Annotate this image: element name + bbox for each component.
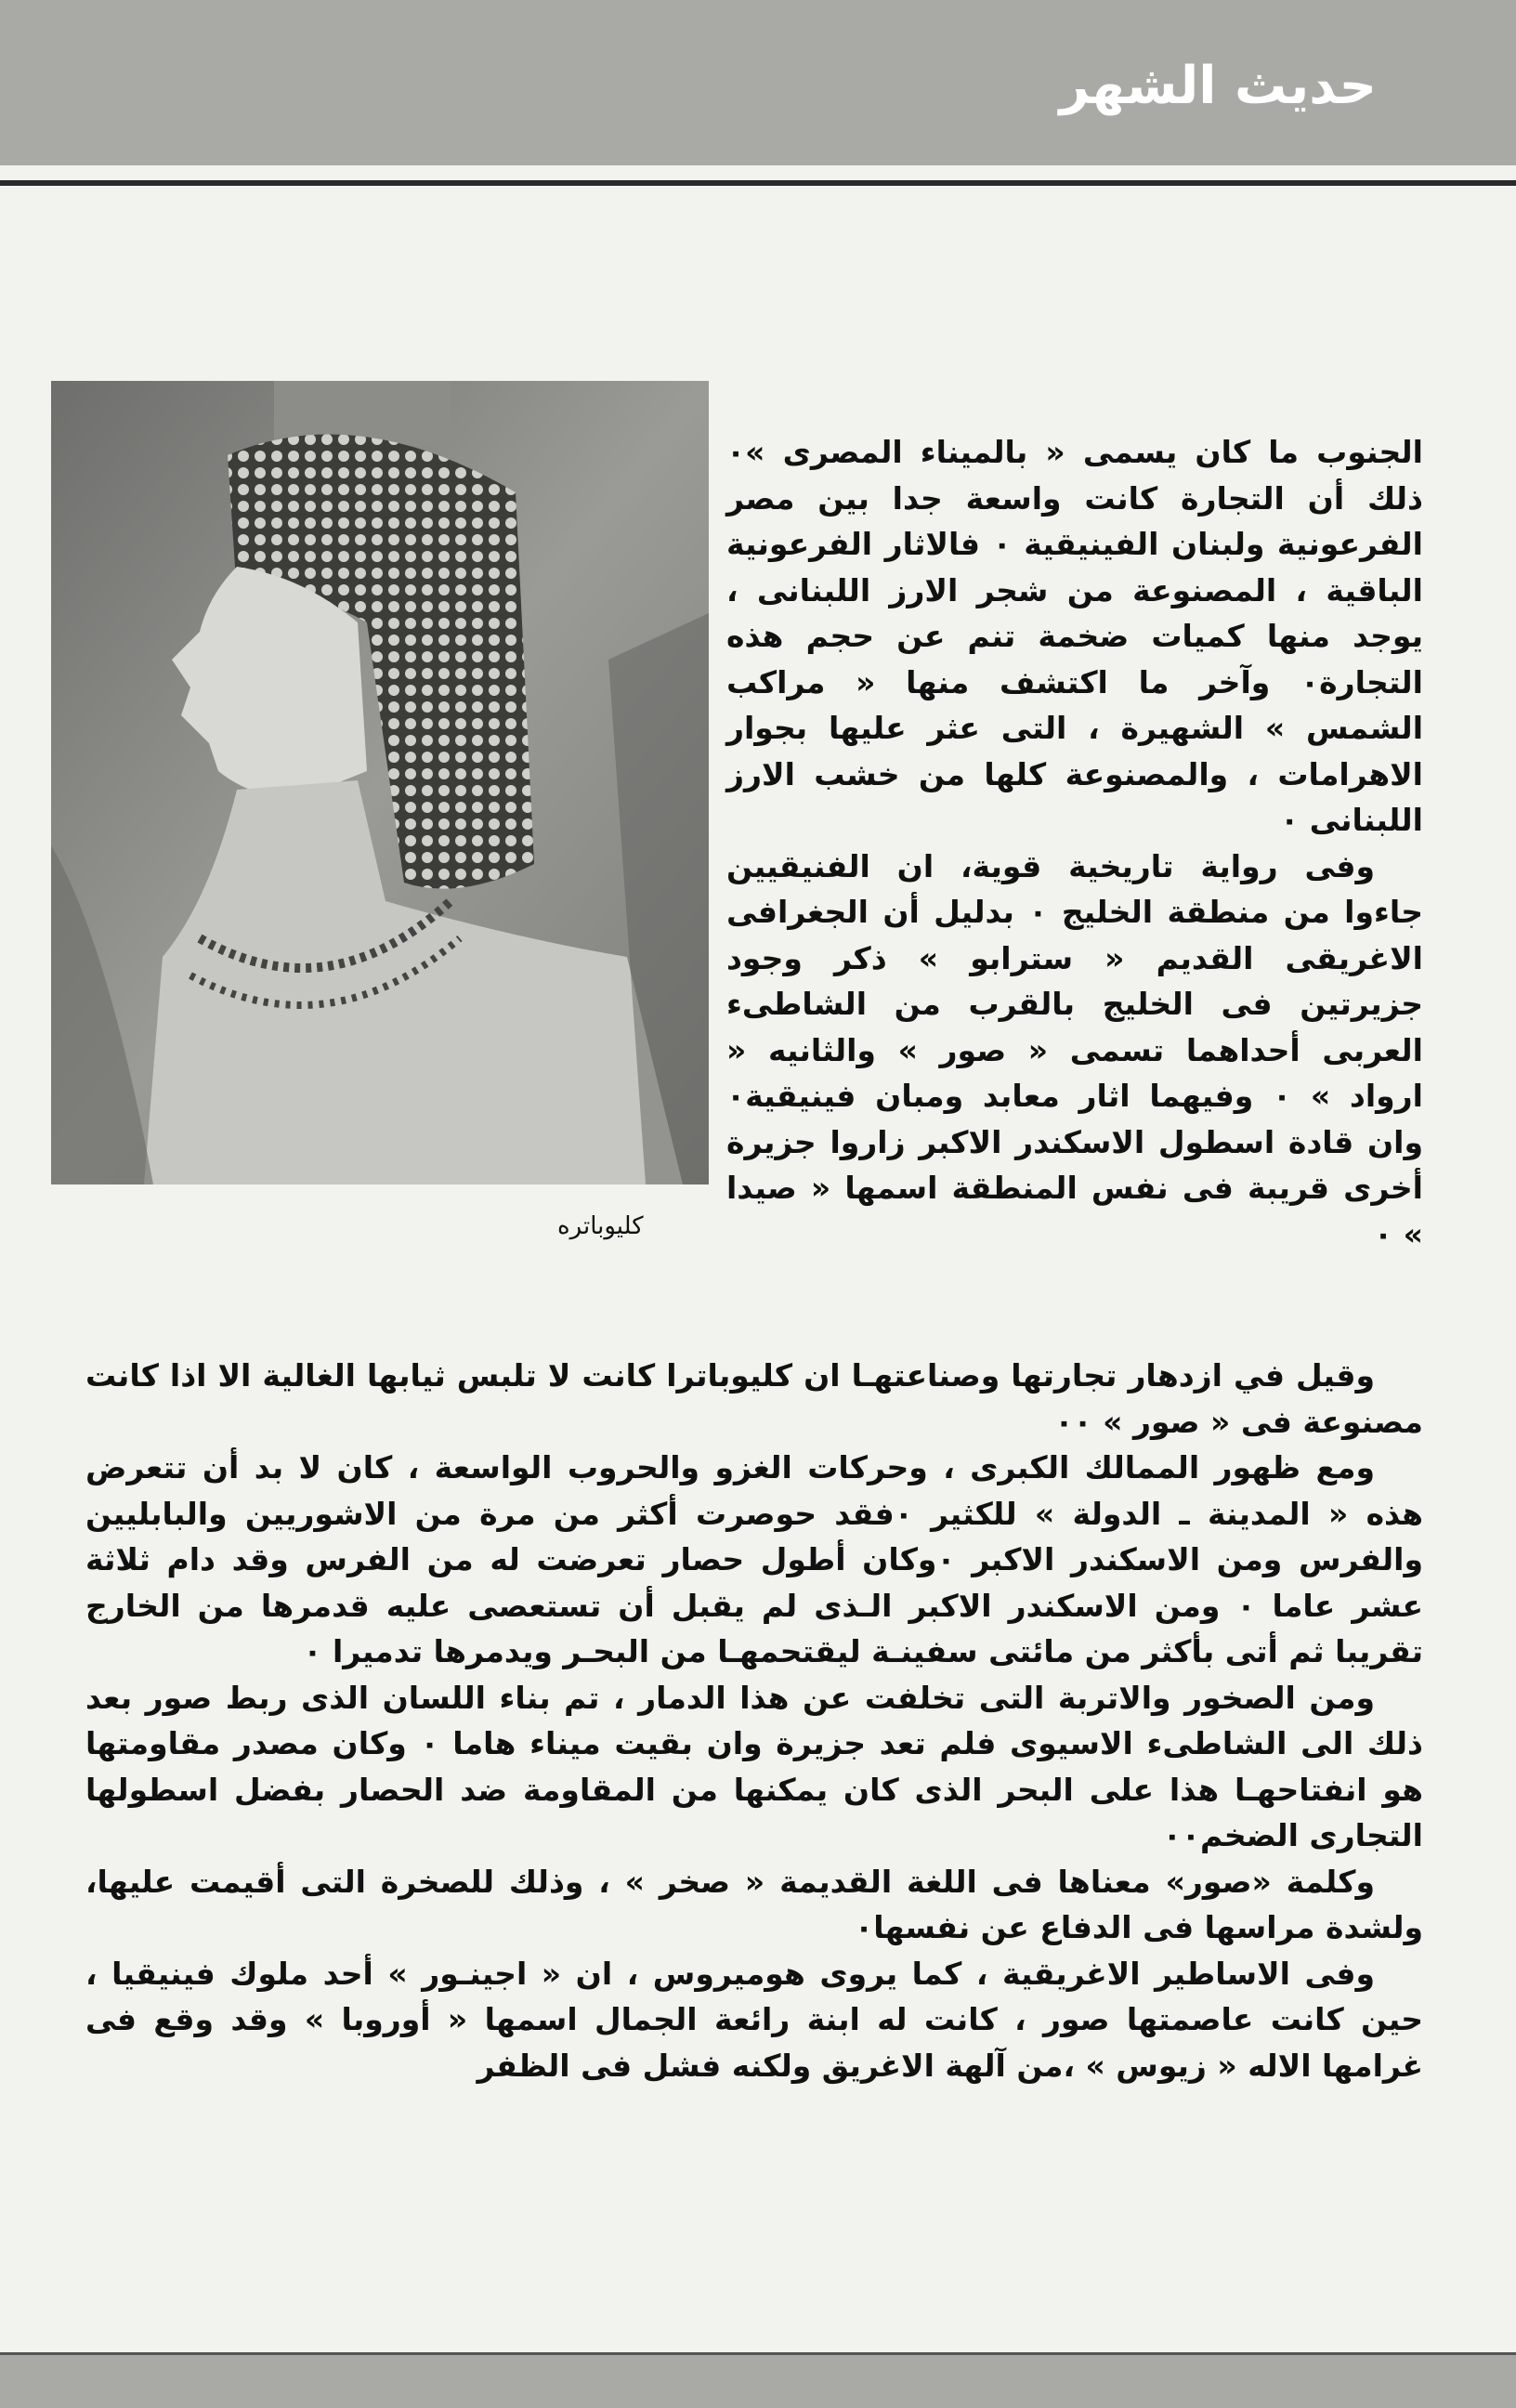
paragraph: الجنوب ما كان يسمى « بالميناء المصرى »٠ ذلك أن التجارة كانت واسعة جدا بين مصر الفرعونية ولبنان الفينيقية ٠ فالاثار الفرعونية الباقية ، المصنوعة من شجر الارز اللبنانى ، يوجد منها كميات ضخمة تنم عن حجم هذه التجارة٠ وآخر ما اكتشف منها « مراكب الشمس » الشهيرة ، التى عثر عليها بجوار الاهرامات ، والمصنوعة كلها من خشب الارز اللبنانى ٠ <box>726 434 1423 838</box>
header-rule <box>0 180 1516 186</box>
paragraph: ومع ظهور الممالك الكبرى ، وحركات الغزو والحروب الواسعة ، كان لا بد أن تتعرض هذه « المدينة ـ الدولة » للكثير ٠فقد حوصرت أكثر من مرة من الاشوريين والبابليين والفرس ومن الاسكندر الاكبر ٠وكان أطول حصار تعرضت له من الفرس وقد دام ثلاثة عشر عاما ٠ ومن الاسكندر الاكبر الـذى لم يقبل أن تستعصى عليه قدمرها من الخارج تقريبا ثم أتى بأكثر من مائتى سفينـة ليقتحمهـا من البحـر ويدمرها تدميرا ٠ <box>85 1449 1423 1669</box>
photo-caption: كليوباتره <box>557 1212 644 1240</box>
article-column-right <box>726 429 1423 1257</box>
cleopatra-photo <box>51 381 709 1184</box>
section-title: حديث الشهر <box>1059 56 1377 116</box>
paragraph: وفى رواية تاريخية قوية، ان الفنيقيين جاءوا من منطقة الخليج ٠ بدليل أن الجغرافى الاغريقى القديم « سترابو » ذكر وجود جزيرتين فى الخليج بالقرب من الشاطىء العربى أحداهما تسمى « صور » والثانيه « ارواد » ٠ وفيهما اثار معابد ومبان فينيقية٠ وان قادة اسطول الاسكندر الاكبر زاروا جزيرة أخرى قريبة فى نفس المنطقة اسمها « صيدا » ٠ <box>726 847 1423 1252</box>
paragraph: وكلمة «صور» معناها فى اللغة القديمة « صخر » ، وذلك للصخرة التى أقيمت عليها، ولشدة مراسها فى الدفاع عن نفسها٠ <box>85 1863 1423 1945</box>
header-band <box>0 0 1516 165</box>
article-body <box>85 1353 1423 2088</box>
paragraph: وقيل في ازدهار تجارتها وصناعتهـا ان كليوباترا كانت لا تلبس ثيابها الغالية الا اذا كانت مصنوعة فى « صور » ٠٠ <box>85 1357 1423 1440</box>
cleopatra-relief-image <box>51 381 709 1184</box>
paragraph: وفى الاساطير الاغريقية ، كما يروى هوميروس ، ان « اجينـور » أحد ملوك فينيقيا ، حين كانت عاصمتها صور ، كانت له ابنة رائعة الجمال اسمها « أوروبا » وقد وقع فى غرامها الاله « زيوس » ،من آلهة الاغريق ولكنه فشل فى الظفر <box>85 1955 1423 2084</box>
paragraph: ومن الصخور والاتربة التى تخلفت عن هذا الدمار ، تم بناء اللسان الذى ربط صور بعد ذلك الى الشاطىء الاسيوى فلم تعد جزيرة وان بقيت ميناء هاما ٠ وكان مصدر مقاومتها هو انفتاحهـا هذا على البحر الذى كان يمكنها من المقاومة ضد الحصار بفضل اسطولها التجارى الضخم٠٠ <box>85 1679 1423 1853</box>
footer-band <box>0 2355 1516 2408</box>
